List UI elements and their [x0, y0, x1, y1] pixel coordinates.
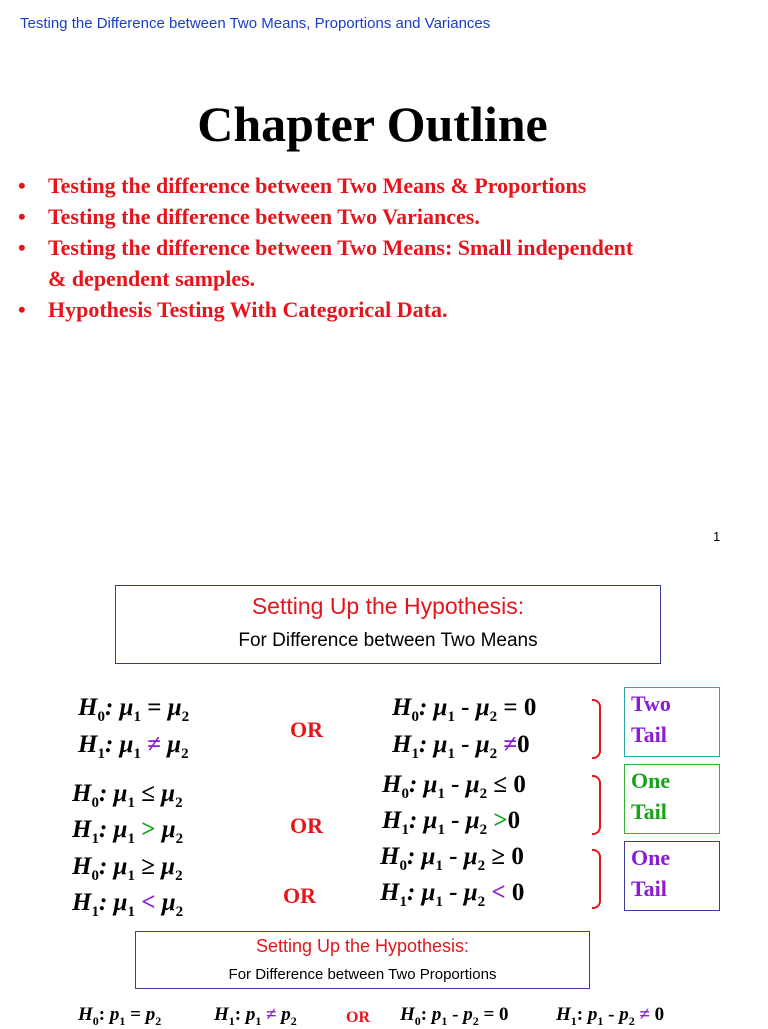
- list-item-text: Testing the difference between Two Variances.: [48, 204, 480, 229]
- header-title: Testing the Difference between Two Means, Proportions and Variances: [20, 15, 491, 32]
- tail-label: Tail: [631, 876, 667, 901]
- list-item: [18, 232, 758, 294]
- list-item-text: Hypothesis Testing With Categorical Data.: [48, 297, 448, 322]
- two-tail-box: [624, 687, 720, 757]
- equation-h0-greaterequal: $H_0$: $\mu_1 \ge \mu_2$: [72, 853, 183, 884]
- list-item-text: Testing the difference between Two Means: Small independent: [48, 235, 634, 260]
- equation-h1-diff-greater: $H_1$: $\mu_1 - \mu_2 >0$: [382, 807, 521, 838]
- tail-label: Two: [631, 691, 671, 716]
- hypothesis-means-box: [115, 585, 661, 664]
- equation-h1-diff-notzero: $H_1$: $\mu_1 - \mu_2 \ne 0$: [392, 731, 530, 762]
- list-item-text-continued: & dependent samples.: [48, 266, 256, 291]
- equation-h0-equal: $H_0$: $\mu_1 = \mu_2$: [78, 694, 190, 725]
- bullet-icon: •: [18, 173, 26, 198]
- equation-h1-less: $H_1$: $\mu_1 < \mu_2$: [72, 889, 184, 920]
- list-item-text: Testing the difference between Two Means & Proportions: [48, 173, 587, 198]
- bullet-icon: •: [18, 235, 26, 260]
- list-item: [18, 170, 758, 201]
- box-title: Setting Up the Hypothesis:: [251, 593, 525, 619]
- tail-label: One: [631, 768, 671, 793]
- page-number: 1: [713, 529, 721, 544]
- or-label: OR: [290, 717, 323, 742]
- bullet-icon: •: [18, 297, 26, 322]
- one-tail-box-left: [624, 841, 720, 911]
- equation-h1-diff-less: $H_1$: $\mu_1 - \mu_2 < 0$: [380, 879, 525, 910]
- or-label: OR: [290, 813, 323, 838]
- chapter-outline-list: [18, 170, 758, 325]
- brace-icon: [592, 775, 601, 835]
- equation-prop-h1-notequal: $H_1$: $p_1 \ne p_2$: [214, 1004, 297, 1028]
- equation-h1-notequal: $H_1$: $\mu_1 \ne \mu_2$: [78, 731, 189, 762]
- equation-h0-diff-lessequal: $H_0$: $\mu_1 - \mu_2 \le 0$: [382, 771, 526, 802]
- page-title: Chapter Outline: [197, 96, 548, 152]
- equation-h1-greater: $H_1$: $\mu_1 > \mu_2$: [72, 816, 184, 847]
- box-title: Setting Up the Hypothesis:: [255, 936, 470, 956]
- brace-icon: [592, 699, 601, 759]
- list-item: [18, 294, 758, 325]
- box-subtitle: For Difference between Two Means: [238, 630, 538, 651]
- equation-h0-lessequal: $H_0$: $\mu_1 \le \mu_2$: [72, 780, 183, 811]
- brace-icon: [592, 849, 601, 909]
- hypothesis-proportions-box: [135, 931, 590, 989]
- one-tail-box-right: [624, 764, 720, 834]
- tail-label: Tail: [631, 722, 667, 747]
- equation-prop-h1-diff-notzero: $H_1$: $p_1 - p_2 \ne 0$: [556, 1004, 665, 1028]
- or-label: OR: [283, 883, 316, 908]
- list-item: [18, 201, 758, 232]
- tail-label: One: [631, 845, 671, 870]
- equation-h0-diff-greaterequal: $H_0$: $\mu_1 - \mu_2 \ge 0$: [380, 843, 524, 874]
- tail-label: Tail: [631, 799, 667, 824]
- equation-h0-diff-zero: $H_0$: $\mu_1 - \mu_2 = 0$: [392, 694, 537, 725]
- or-label: OR: [346, 1009, 370, 1026]
- bullet-icon: •: [18, 204, 26, 229]
- equation-prop-h0-diff-zero: $H_0$: $p_1 - p_2 = 0$: [400, 1004, 509, 1028]
- box-subtitle: For Difference between Two Proportions: [228, 966, 497, 983]
- equation-prop-h0-equal: $H_0$: $p_1 = p_2$: [78, 1004, 162, 1028]
